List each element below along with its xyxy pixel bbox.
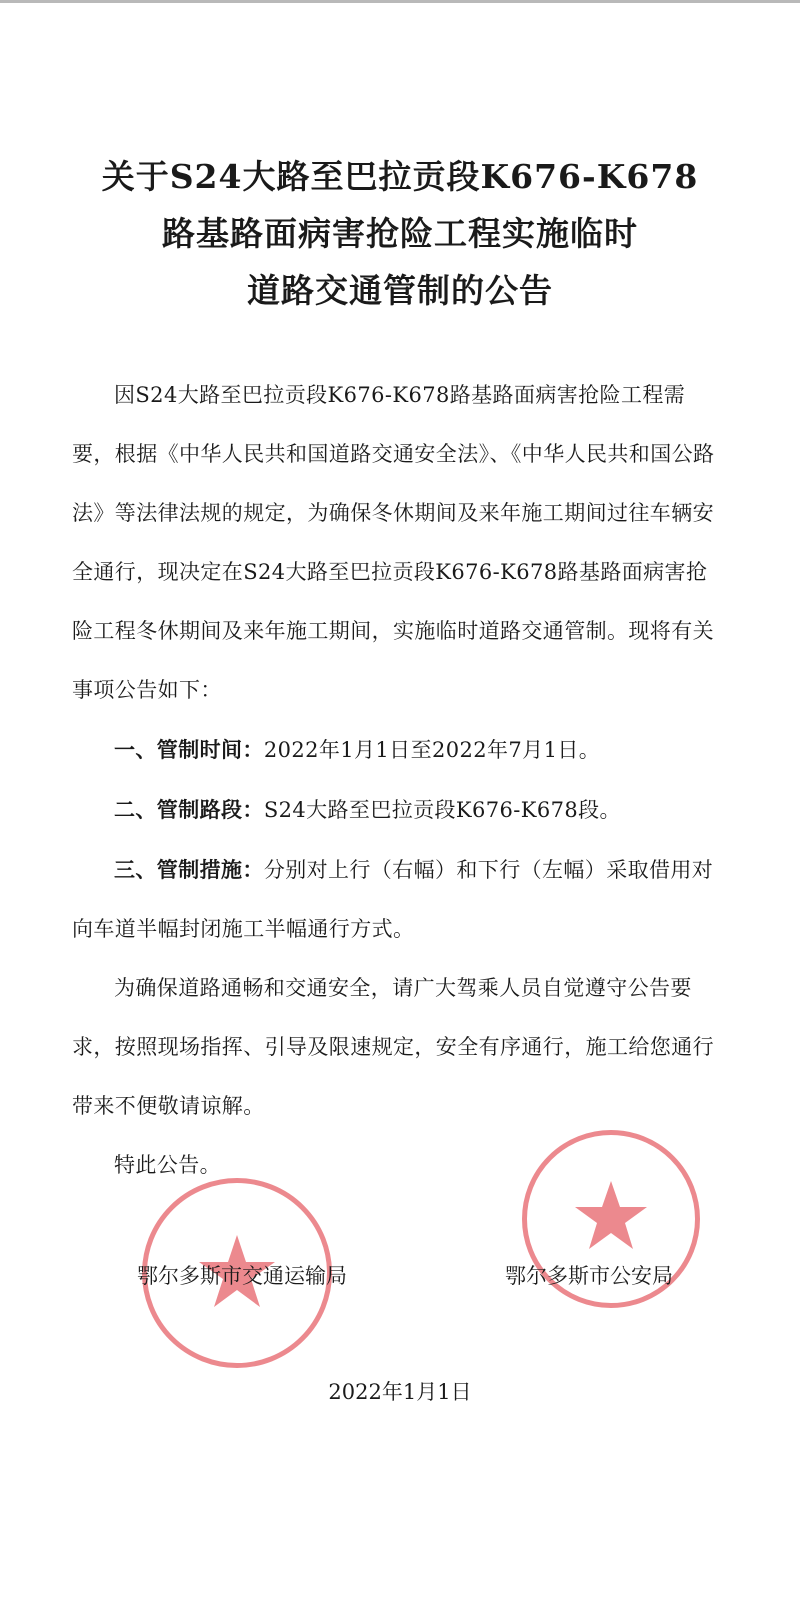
title-line-2: 路基路面病害抢险工程实施临时: [162, 214, 638, 253]
scan-edge: [0, 0, 800, 3]
intro-paragraph: 因S24大路至巴拉贡段K676-K678路基路面病害抢险工程需要，根据《中华人民共和国道路交通安全法》、《中华人民共和国公路法》等法律法规的规定，为确保冬休期间及来年施工期间过往车辆安全通行，现决定在S24大路至巴拉贡段K676-K678路基路面病害抢险工程冬休期间及来年施工期间，实施临时道路交通管制。现将有关事项公告如下：: [72, 383, 715, 702]
item-section-text: S24大路至巴拉贡段K676-K678段。: [263, 798, 621, 822]
signer-public-security-bureau: 鄂尔多斯市公安局: [505, 1264, 673, 1288]
item-time: [72, 720, 718, 780]
title-line-1: 关于S24大路至巴拉贡段K676-K678: [101, 157, 699, 196]
signer-transport-bureau: 鄂尔多斯市交通运输局: [137, 1264, 347, 1288]
item-section: [72, 780, 718, 840]
item-time-label: 一、管制时间：: [114, 737, 264, 762]
notice-title: [0, 148, 800, 319]
item-section-label: 二、管制路段：: [114, 797, 264, 822]
title-line-3: 道路交通管制的公告: [247, 271, 553, 310]
item-time-text: 2022年1月1日至2022年7月1日。: [263, 738, 601, 762]
issue-date: 2022年1月1日: [328, 1380, 472, 1404]
item-measures: [72, 840, 718, 959]
special-notice: 特此公告。: [114, 1153, 221, 1177]
item-measures-text: 分别对上行（右幅）和下行（左幅）采取借用对向车道半幅封闭施工半幅通行方式。: [72, 858, 714, 941]
closing-paragraph: 为确保道路通畅和交通安全，请广大驾乘人员自觉遵守公告要求，按照现场指挥、引导及限速规定，安全有序通行，施工给您通行带来不便敬请谅解。: [72, 976, 714, 1118]
item-measures-label: 三、管制措施：: [114, 857, 264, 882]
notice-body: [72, 366, 718, 1195]
